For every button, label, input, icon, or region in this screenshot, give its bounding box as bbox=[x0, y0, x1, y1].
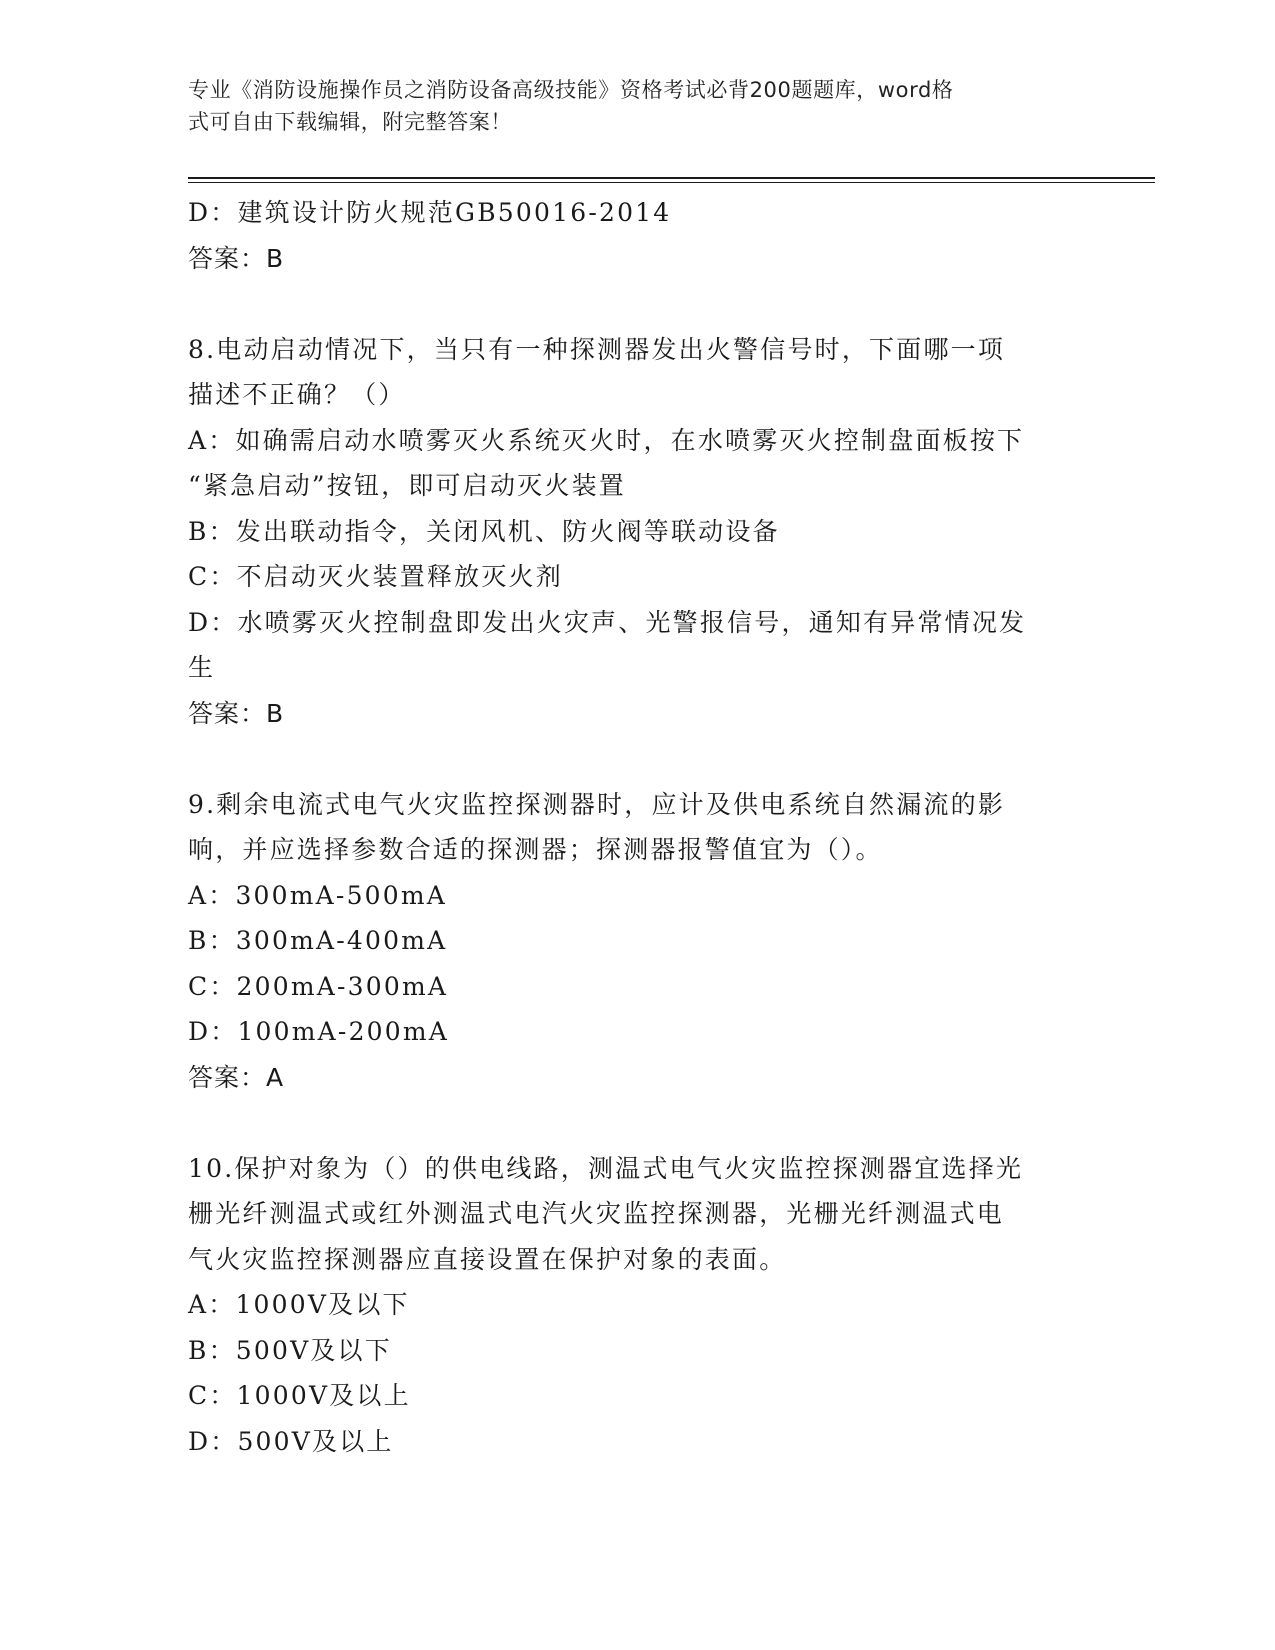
option-d: D：100mA-200mA bbox=[188, 1017, 450, 1046]
question-10 bbox=[188, 1146, 1088, 1465]
question-stem: 气火灾监控探测器应直接设置在保护对象的表面。 bbox=[188, 1244, 787, 1274]
question-stem: 9.剩余电流式电气火灾监控探测器时，应计及供电系统自然漏流的影 bbox=[188, 789, 1006, 819]
option-b: B：500V及以下 bbox=[188, 1335, 392, 1365]
spacer bbox=[188, 281, 1088, 327]
option-d: D：500V及以上 bbox=[188, 1426, 394, 1456]
option-d: D：建筑设计防火规范GB50016-2014 bbox=[188, 198, 672, 227]
option-b: B：发出联动指令，关闭风机、防火阀等联动设备 bbox=[188, 516, 780, 546]
spacer bbox=[188, 1100, 1088, 1146]
option-c: C：200mA-300mA bbox=[188, 971, 449, 1001]
question-8 bbox=[188, 327, 1088, 737]
answer: 答案：A bbox=[188, 1062, 285, 1092]
page-header bbox=[188, 74, 1068, 138]
spacer bbox=[188, 736, 1088, 782]
option-c: C：不启动灭火装置释放灭火剂 bbox=[188, 562, 563, 591]
header-line-2: 式可自由下载编辑，附完整答案！ bbox=[188, 110, 512, 134]
option-c: C：1000V及以上 bbox=[188, 1381, 411, 1410]
option-d: D：水喷雾灭火控制盘即发出火灾声、光警报信号，通知有异常情况发 bbox=[188, 607, 1027, 637]
header-line-1: 专业《消防设施操作员之消防设备高级技能》资格考试必背200题题库，word格 bbox=[188, 78, 954, 102]
answer: 答案：B bbox=[188, 698, 285, 728]
option-a: A：1000V及以下 bbox=[188, 1290, 410, 1319]
question-stem: 描述不正确？（） bbox=[188, 380, 406, 409]
header-divider-thin bbox=[188, 182, 1155, 183]
question-stem: 8.电动启动情况下，当只有一种探测器发出火警信号时，下面哪一项 bbox=[188, 334, 1006, 364]
header-divider-thick bbox=[188, 177, 1155, 179]
question-stem: 10.保护对象为（）的供电线路，测温式电气火灾监控探测器宜选择光 bbox=[188, 1153, 1024, 1183]
option-a: A：如确需启动水喷雾灭火系统灭火时，在水喷雾灭火控制盘面板按下 bbox=[188, 425, 1025, 455]
question-stem: 响，并应选择参数合适的探测器；探测器报警值宜为（）。 bbox=[188, 835, 883, 864]
answer: 答案：B bbox=[188, 243, 285, 273]
question-9 bbox=[188, 782, 1088, 1101]
question-list bbox=[188, 190, 1088, 1464]
option-a: “紧急启动”按钮，即可启动灭火装置 bbox=[188, 471, 626, 500]
option-a: A：300mA-500mA bbox=[188, 880, 448, 910]
question-stem: 栅光纤测温式或红外测温式电汽火灾监控探测器，光栅光纤测温式电 bbox=[188, 1199, 1005, 1228]
option-d: 生 bbox=[188, 653, 216, 682]
option-b: B：300mA-400mA bbox=[188, 926, 448, 955]
question-7-tail bbox=[188, 190, 1088, 281]
